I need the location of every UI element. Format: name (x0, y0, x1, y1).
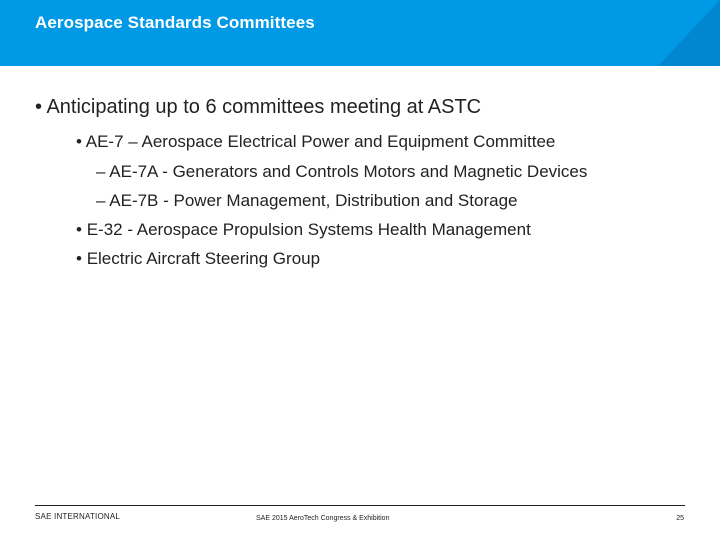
bullet-icon: • (35, 96, 43, 118)
dash-icon: – (96, 162, 106, 181)
footer-divider (35, 505, 685, 506)
bullet-intro-text: Anticipating up to 6 committees meeting at ASTC (46, 96, 482, 118)
subcommittee-item-text: AE-7B - Power Management, Distribution and Storage (109, 191, 518, 210)
committee-item-steering-group (76, 249, 320, 269)
committee-item-ae7 (76, 132, 555, 152)
bullet-icon: • (76, 220, 82, 239)
header-bar (0, 0, 720, 66)
subcommittee-item-ae7b (96, 191, 517, 211)
slide-title: Aerospace Standards Committees (35, 13, 315, 32)
committee-item-text: AE-7 – Aerospace Electrical Power and Equipment Committee (85, 132, 556, 151)
subcommittee-item-text: AE-7A - Generators and Controls Motors and Magnetic Devices (109, 162, 588, 181)
footer-organization: SAE INTERNATIONAL (35, 512, 121, 521)
subcommittee-item-ae7a (96, 162, 587, 182)
bullet-intro (35, 96, 481, 119)
committee-item-e32 (76, 220, 531, 240)
page-number: 25 (676, 515, 684, 522)
bullet-icon: • (76, 249, 82, 268)
bullet-icon: • (76, 132, 82, 151)
footer-event: SAE 2015 AeroTech Congress & Exhibition (256, 515, 390, 522)
committee-item-text: Electric Aircraft Steering Group (86, 249, 321, 268)
committee-item-text: E-32 - Aerospace Propulsion Systems Health Management (86, 220, 531, 239)
header-corner-accent (658, 0, 720, 66)
dash-icon: – (96, 191, 106, 210)
